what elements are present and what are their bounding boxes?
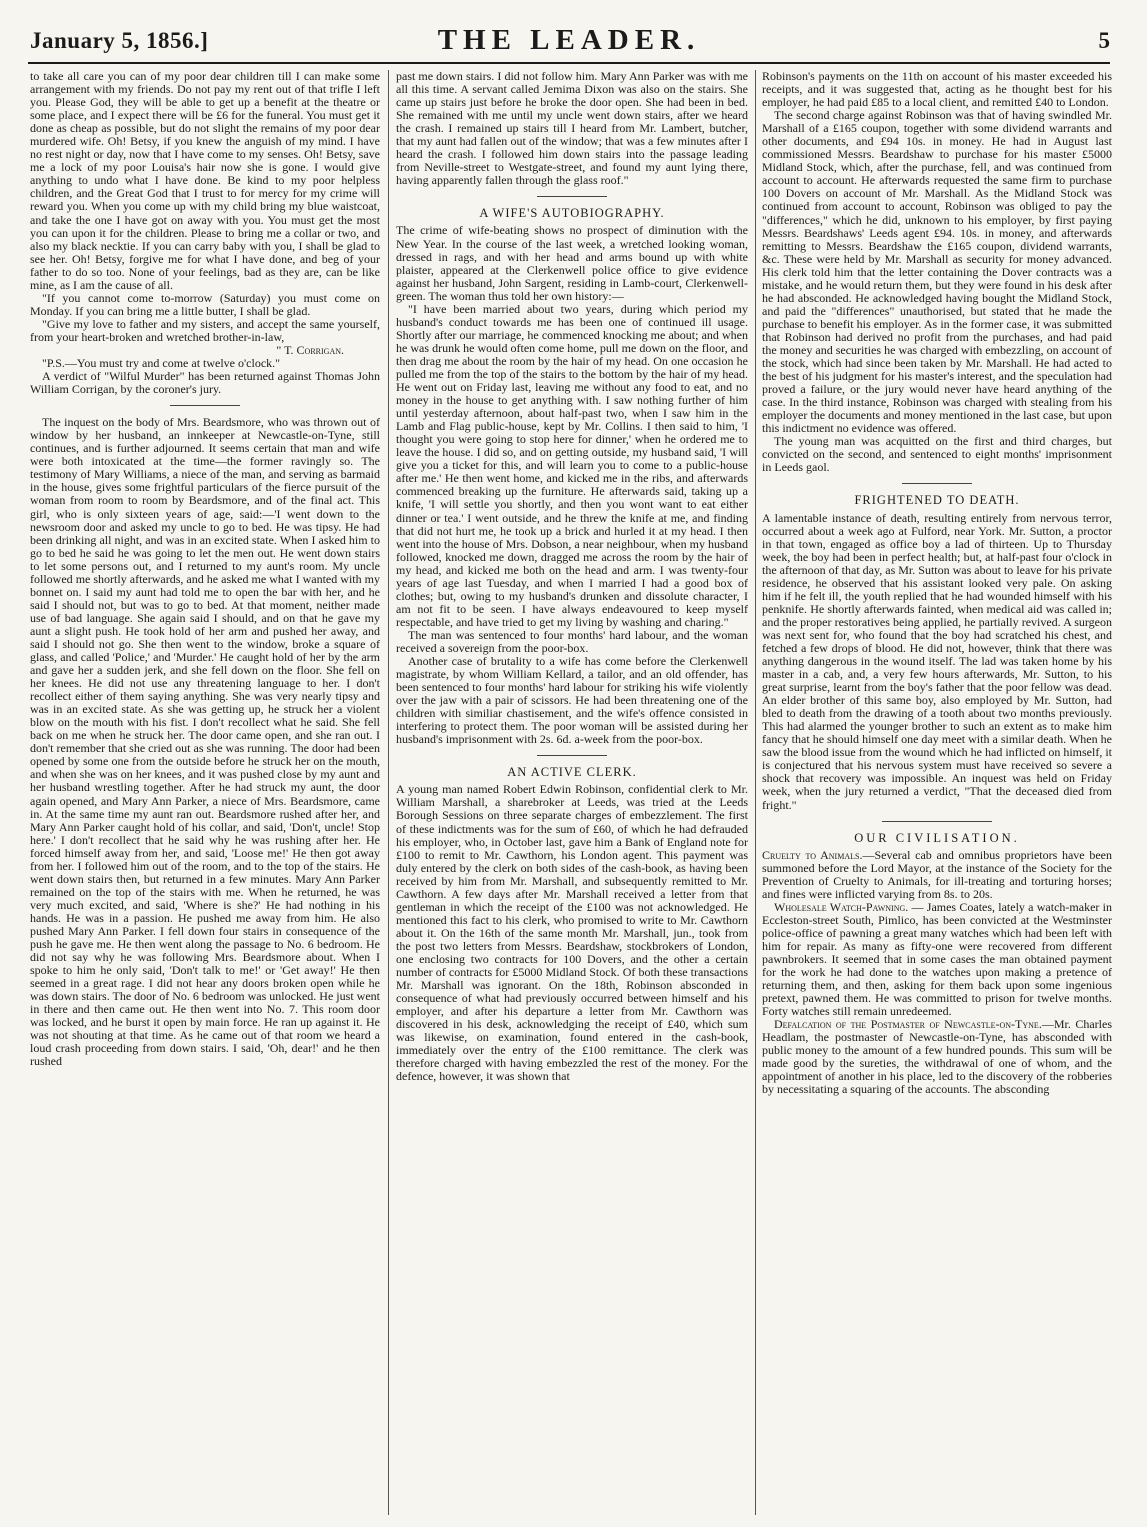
letter-paragraph: "Give my love to father and my sisters, and accept the same yourself, from your heart-broken and wretched brother-in-law, xyxy=(30,316,380,344)
wife-sentence: The man was sentenced to four months' hard labour, and the woman received a sovereign from the poor-box. xyxy=(396,627,748,655)
civilisation-item xyxy=(762,1018,1112,1096)
letter-paragraph: to take all care you can of my poor dear children till I can make some arrangement with my friends. Do not pay my rent out of that trifle I left you. Please God, they will be able to get up a benefit at the theatre or some place, and I expect there will be £6 for the funeral. You must get it done as cheap as possible, but do not slight the remains of my poor dear murdered wife. Oh! Betsy, if you knew the anguish of my mind. I have no rest night or day, now that I have come to my senses. Oh! Betsy, save me a lock of my poor Louisa's hair now she is gone. I would give anything to undo what I have done. Be kind to my poor helpless children, and the Great God that I trust to for mercy for my crime will reward you. When you come up with my child bring my blue waistcoat, and take the one I have got on away with you. You must get the most you can upon it for the children. Please to bring me a collar or two, and also my black necktie. If you can carry baby with you, I shall be glad to see her. Oh! Betsy, forgive me for what I have done, and beg of your father to do so too. None of your feelings, bad as they are, can be like mine, as I am the cause of all. xyxy=(30,70,380,292)
wife-story: "I have been married about two years, during which period my husband's conduct towards me has been one of continued ill usage. Shortly after our marriage, he commenced knocking me about; and when he was drunk he would often come home, pull me down on the floor, and then drag me about the room by the hair of my head. On one occasion he pulled me from the top of the stairs to the bottom by the hair of my head. He went out on Friday last, leaving me without any food to eat, and no money in the house to get anything with. I saw nothing further of him until yesterday afternoon, about half-past two, when I saw him in the Lamb and Flag public-house, kept by Mr. Collins. I then said to him, 'I thought you were going to stop here for dinner,' when he ordered me to leave the house. I did so, and on getting outside, my husband said, 'I will give you a ticket for this, and will learn you to come to a public-house after me.' He then went home, and kicked me in the ribs, and afterwards commenced breaking up the furniture. He afterwards said, taking up a knife, 'I will settle you shortly, and then you wont want to eat either dinner or tea.' I went outside, and he threw the knife at me, and finding that did not hurt me, he took up a brick and hurled it at my head. I then went into the house of Mrs. Dobson, a near neighbour, when my husband followed, knocked me down, dragged me across the room by the hair of my head, and kicked me both on the head and arm. I was twenty-four years of age last Tuesday, and when I married I had a good box of clothes; but, owing to my husband's drunken and dissolute character, I am not fit to be seen. I have always endeavoured to keep myself respectable, and have tried to get my living by washing and charing." xyxy=(396,301,748,629)
section-divider xyxy=(170,405,240,406)
clerk-verdict: The young man was acquitted on the first and third charges, but convicted on the second, and sentenced to eight months' imprisonment in Leeds gaol. xyxy=(762,434,1112,475)
item-title: Wholesale Watch-Pawning. xyxy=(774,899,909,914)
letter-paragraph: "If you cannot come to-morrow (Saturday) you must come on Monday. If you can bring me a little butter, I shall be glad. xyxy=(30,290,380,318)
article-heading: AN ACTIVE CLERK. xyxy=(507,765,637,780)
issue-date: January 5, 1856.] xyxy=(30,28,209,53)
verdict-paragraph: A verdict of "Wilful Murder" has been returned against Thomas John William Corrigan, by the coroner's jury. xyxy=(30,369,380,397)
civilisation-item xyxy=(762,901,1112,1018)
wife-intro: The crime of wife-beating shows no prospect of diminution with the New Year. In the course of the last week, a wretched looking woman, dressed in rags, and with her head and arms bound up with white plaister, appeared at the Clerkenwell police office to give evidence against her husband, John Sargent, residing in Lamb-court, Clerkenwell-green. The woman thus told her own history:— xyxy=(396,223,748,303)
item-text: —Several cab and omnibus proprietors have been summoned before the Lord Mayor, at the instance of the Society for the Prevention of Cruelty to Animals, for ill-treating and torturing horses; and fines were inflicted varying from 8s. to 20s. xyxy=(762,847,1112,901)
column-1 xyxy=(30,70,380,1515)
clerk-continuation: Robinson's payments on the 11th on account of his master exceeded his receipts, and it was suggested that, acting as he thought best for his employer, he had paid £85 to a local client, and remitted £40 to London. xyxy=(762,70,1112,110)
fright-paragraph: A lamentable instance of death, resulting entirely from nervous terror, occurred about a week ago at Fulford, near York. Mr. Sutton, a proctor in that town, engaged as office boy a lad of thirteen. Up to Thursday week, the boy had been in perfect health; but, at half-past four o'clock in the afternoon of that day, as Mr. Sutton was about to leave for his private residence, he observed that his assistant looked very pale. On asking him if he felt ill, the youth replied that he had wounded himself with his penknife. He shortly afterwards fainted, when medical aid was called in; and the proper restoratives being applied, he partially revived. A surgeon was next sent for, who found that the boy had scratched his chest, and fetched a few drops of blood. He did not, however, think that there was anything dangerous in the wound itself. The lad was taken home by his master in a cab, and, a very few hours afterwards, Mr. Sutton, to his great surprise, learnt from the boy's father that the poor fellow was dead. An elder brother of this same boy, also employed by Mr. Sutton, had bled to death from the drawing of a tooth about two months previously. This had alarmed the younger brother to such an extent as to make him fancy that he should himself one day meet with a similar death. When he saw the blood issue from the wound which he had inflicted on himself, it is conjectured that his nervous system must have received so severe a shock that recovery was impossible. An inquest was held on Friday week, when the jury returned a verdict, "That the deceased died from fright." xyxy=(762,510,1112,812)
item-text: — James Coates, lately a watch-maker in Eccleston-street South, Pimlico, has been convicted at the Westminster police-office of pawning a great many watches which had been left with him for repair. As many as fifty-one were recovered from different pawnbrokers. It seemed that in some cases the man obtained payment for the work he had done to the watches upon making a pretence of returning them, and then, asking for them back upon some ingenious pretext, pawned them. He was committed to prison for twelve months. Forty watches still remain unredeemed. xyxy=(762,899,1112,1019)
section-divider xyxy=(537,196,607,197)
masthead xyxy=(28,14,1110,64)
item-text: —Mr. Charles Headlam, the postmaster of Newcastle-on-Tyne, has absconded with public money to the amount of a few hundred pounds. This sum will be made good by the sureties, the withdrawal of one of whom, and the appointment of another in his place, led to the discovery of the robberies by necessitating a squaring of the accounts. The absconding xyxy=(762,1017,1112,1097)
civilisation-item xyxy=(762,849,1112,901)
newspaper-title: THE LEADER. xyxy=(437,24,701,56)
page-number: 5 xyxy=(1098,28,1110,53)
inquest-continuation: past me down stairs. I did not follow him. Mary Ann Parker was with me all this time. A servant called Jemima Dixon was also on the stairs. She came up stairs just before he broke the door open. She had been in bed. She remained with me until my uncle went down stairs, after we heard the crash. I remained up stairs till I heard from Mr. Lambert, butcher, that my aunt had fallen out of the window; that was a few minutes after I heard the crash. I followed him down stairs into the passage leading from Neville-street to Westgate-street, and found my aunt lying there, having apparently fallen through the glass roof." xyxy=(396,70,748,188)
article-heading: A WIFE'S AUTOBIOGRAPHY. xyxy=(479,206,665,221)
beardsmore-paragraph: The inquest on the body of Mrs. Beardsmore, who was thrown out of window by her husband, an innkeeper at Newcastle-on-Tyne, still continues, and is further adjourned. It seems certain that man and wife were both intoxicated at the time—the former ravingly so. The testimony of Mary Williams, a niece of the man, and serving as barmaid in the house, gives some frightful particulars of the fierce pursuit of the woman from room to room by Beardsmore, and of the final act. This girl, who is only sixteen years of age, said:—'I went down to the newsroom door and asked my uncle to go to bed. He was tipsy. He had been drinking all night, and was in an excited state. When I asked him to go to bed he said he was going to let the men out. He went down stairs to let some persons out, and I returned to my aunt's room. My uncle followed me shortly afterwards, and he asked me what I wanted with my bonnet on. I said my aunt had told me to open the bar with her, and he said I should not, but was to go to bed. At that moment, neither made use of bad language. She again said I should, and on that he gave my aunt a slight push. He took hold of her arm and pushed her away, and said I should not go. She then went to the window, broke a square of glass, and called 'Police,' and 'Murder.' He caught hold of her by the arm and gave her a sudden jerk, and she fell down on the floor. She fell on her knees. He did not use any threatening language to her. I don't recollect either of them saying anything. She was very nearly tipsy and was in an excited state. As she was getting up, he struck her a violent blow on the mouth with his fist. I don't recollect what he said. She fell back on me when he struck her. The door came open, and she ran out. I don't remember that she cried out as she was running. The door had been opened by some one from the outside before he struck her on the mouth, and when she was on her knees, and it was pushed close by my aunt and her husband wrestling together. After he had struck my aunt, the door again opened, and Mary Ann Parker, a niece of Mrs. Beardsmore, came in. At the same time my aunt ran out. Beardsmore rushed after her, and Mary Ann Parker caught hold of his collar, and said, 'Don't, uncle! Stop here.' I don't recollect that he said why he was rushing after her. He forced himself away from her, and said, 'Loose me!' He then got away from her. I followed him out of the room, and to the top of the stairs. He went down stairs then, but returned in a few minutes. Mary Ann Parker remained on the top of the stairs with me. When he returned, he was very much excited, and said, 'Where is she?' He had nothing in his hands. He was in a passion. He pushed me away from him. He also pushed Mary Ann Parker. I fell down four stairs in consequence of the push he gave me. He then went along the passage to No. 6 bedroom. He did not say why he was following Mrs. Beardsmore about. When I spoke to him he only said, 'Don't talk to me!' or 'Get away!' He then seemed in a great rage. I did not hear any doors broken open while he was down stairs. The door of No. 6 bedroom was unlocked. He just went in there and then came out. He then went into No. 7. This room door was locked, and he burst it open by main force. He ran up against it. He was not shouting at that time. As he came out of that room we heard a loud crash proceeding from down stairs. I said, 'Oh, dear!' and he then rushed xyxy=(30,415,380,1069)
column-2 xyxy=(396,70,748,1515)
section-divider xyxy=(902,483,972,484)
letter-signature: " T. Corrigan. xyxy=(276,342,344,357)
section-divider xyxy=(882,821,992,822)
section-divider xyxy=(537,755,607,756)
clerk-second-charge: The second charge against Robinson was that of having swindled Mr. Marshall of a £165 coupon, together with some dividend warrants and other documents, and £94 10s. in money. He had in August last commissioned Messrs. Beardshaw to purchase for his master £5000 Midland Stock, which, after the purchase, fell, and was continued from account to account. He afterwards requested the same firm to purchase 100 Dovers on account of Mr. Marshall. As the Midland Stock was continued from account to account, Robinson was obliged to pay the "differences," which he did, unknown to his employer, by first paying Messrs. Beardshaws' Leeds agent £94. 10s. in money, and afterwards remitting to Messrs. Beardshaw the £165 coupon, dividend warrants, &c. These were held by Mr. Marshall as security for money advanced. His clerk told him that the letter containing the Dover contracts was a mistake, and he would return them, but they were found in his desk after he had absconded. He acknowledged having bought the Midland Stock, and paid the "differences" unauthorised, but stated that he made the purchase to benefit his employer. As in the former case, it was submitted that Robinson had derived no profit from the purchases, and had paid the money and securities he was charged with embezzling, on account of the stock, which had since been taken by Mr. Marshall. He had acted to the best of his judgment for his master's interest, and the speculation had proved a failure, or the jury would never have heard anything of the case. In the third instance, Robinson was charged with stealing from his employer the documents and money mentioned in the last case, but upon this indictment no evidence was offered. xyxy=(762,108,1112,436)
masthead-rule xyxy=(28,62,1110,64)
letter-postscript: "P.S.—You must try and come at twelve o'clock." xyxy=(42,356,281,371)
article-heading: FRIGHTENED TO DEATH. xyxy=(854,493,1020,508)
column-3 xyxy=(762,70,1112,1515)
column-rule xyxy=(388,70,389,1515)
kellard-paragraph: Another case of brutality to a wife has come before the Clerkenwell magistrate, by whom William Kellard, a tailor, and an old offender, has been sentenced to four months' hard labour for striking his wife violently over the jaw with a pair of scissors. He had been threatening one of the children with similiar chastisement, and the wife's offence consisted in interfering to protect them. The poor woman will be assisted during her husband's imprisonment with 2s. 6d. a-week from the poor-box. xyxy=(396,654,748,747)
clerk-paragraph: A young man named Robert Edwin Robinson, confidential clerk to Mr. William Marshall, a sharebroker at Leeds, was tried at the Leeds Borough Sessions on three separate charges of embezzlement. The first of these indictments was for the sum of £60, of which he had defrauded his employer, who, in October last, gave him a Bank of England note for £100 to remit to Mr. Cawthorn, his London agent. This payment was duly entered by the clerk on both sides of the cash-book, as having been received by him from Mr. Marshall, and subsequently remitted to Mr. Cawthorn. A few days after Mr. Marshall received a letter from that gentleman in which the receipt of the £100 was not acknowledged. He mentioned this fact to his clerk, who promised to write to Mr. Cawthorn about it. On the 16th of the same month Mr. Marshall, jun., took from the post two letters from Messrs. Beardshaw, stockbrokers of London, one enclosing two contracts for 100 Dovers, and the other a certain number of contracts for £5000 Midland Stock. Of both these transactions Mr. Marshall was ignorant. On the 18th, Robinson absconded in consequence of what had previously occurred between himself and his employer, and after his departure a letter from Mr. Cawthorn was discovered in his desk, acknowledging the receipt of £40, which sum was likewise, on examination, found entered in the cash-book, immediately over the entry of the £100 remittance. The clerk was therefore charged with having embezzled the rest of the money. For the defence, however, it was shown that xyxy=(396,782,748,1084)
item-title: Cruelty to Animals. xyxy=(762,847,863,862)
column-rule xyxy=(755,70,756,1515)
item-title: Defalcation of the Postmaster of Newcastle-on-Tyne. xyxy=(774,1017,1042,1032)
article-heading: OUR CIVILISATION. xyxy=(854,830,1020,845)
